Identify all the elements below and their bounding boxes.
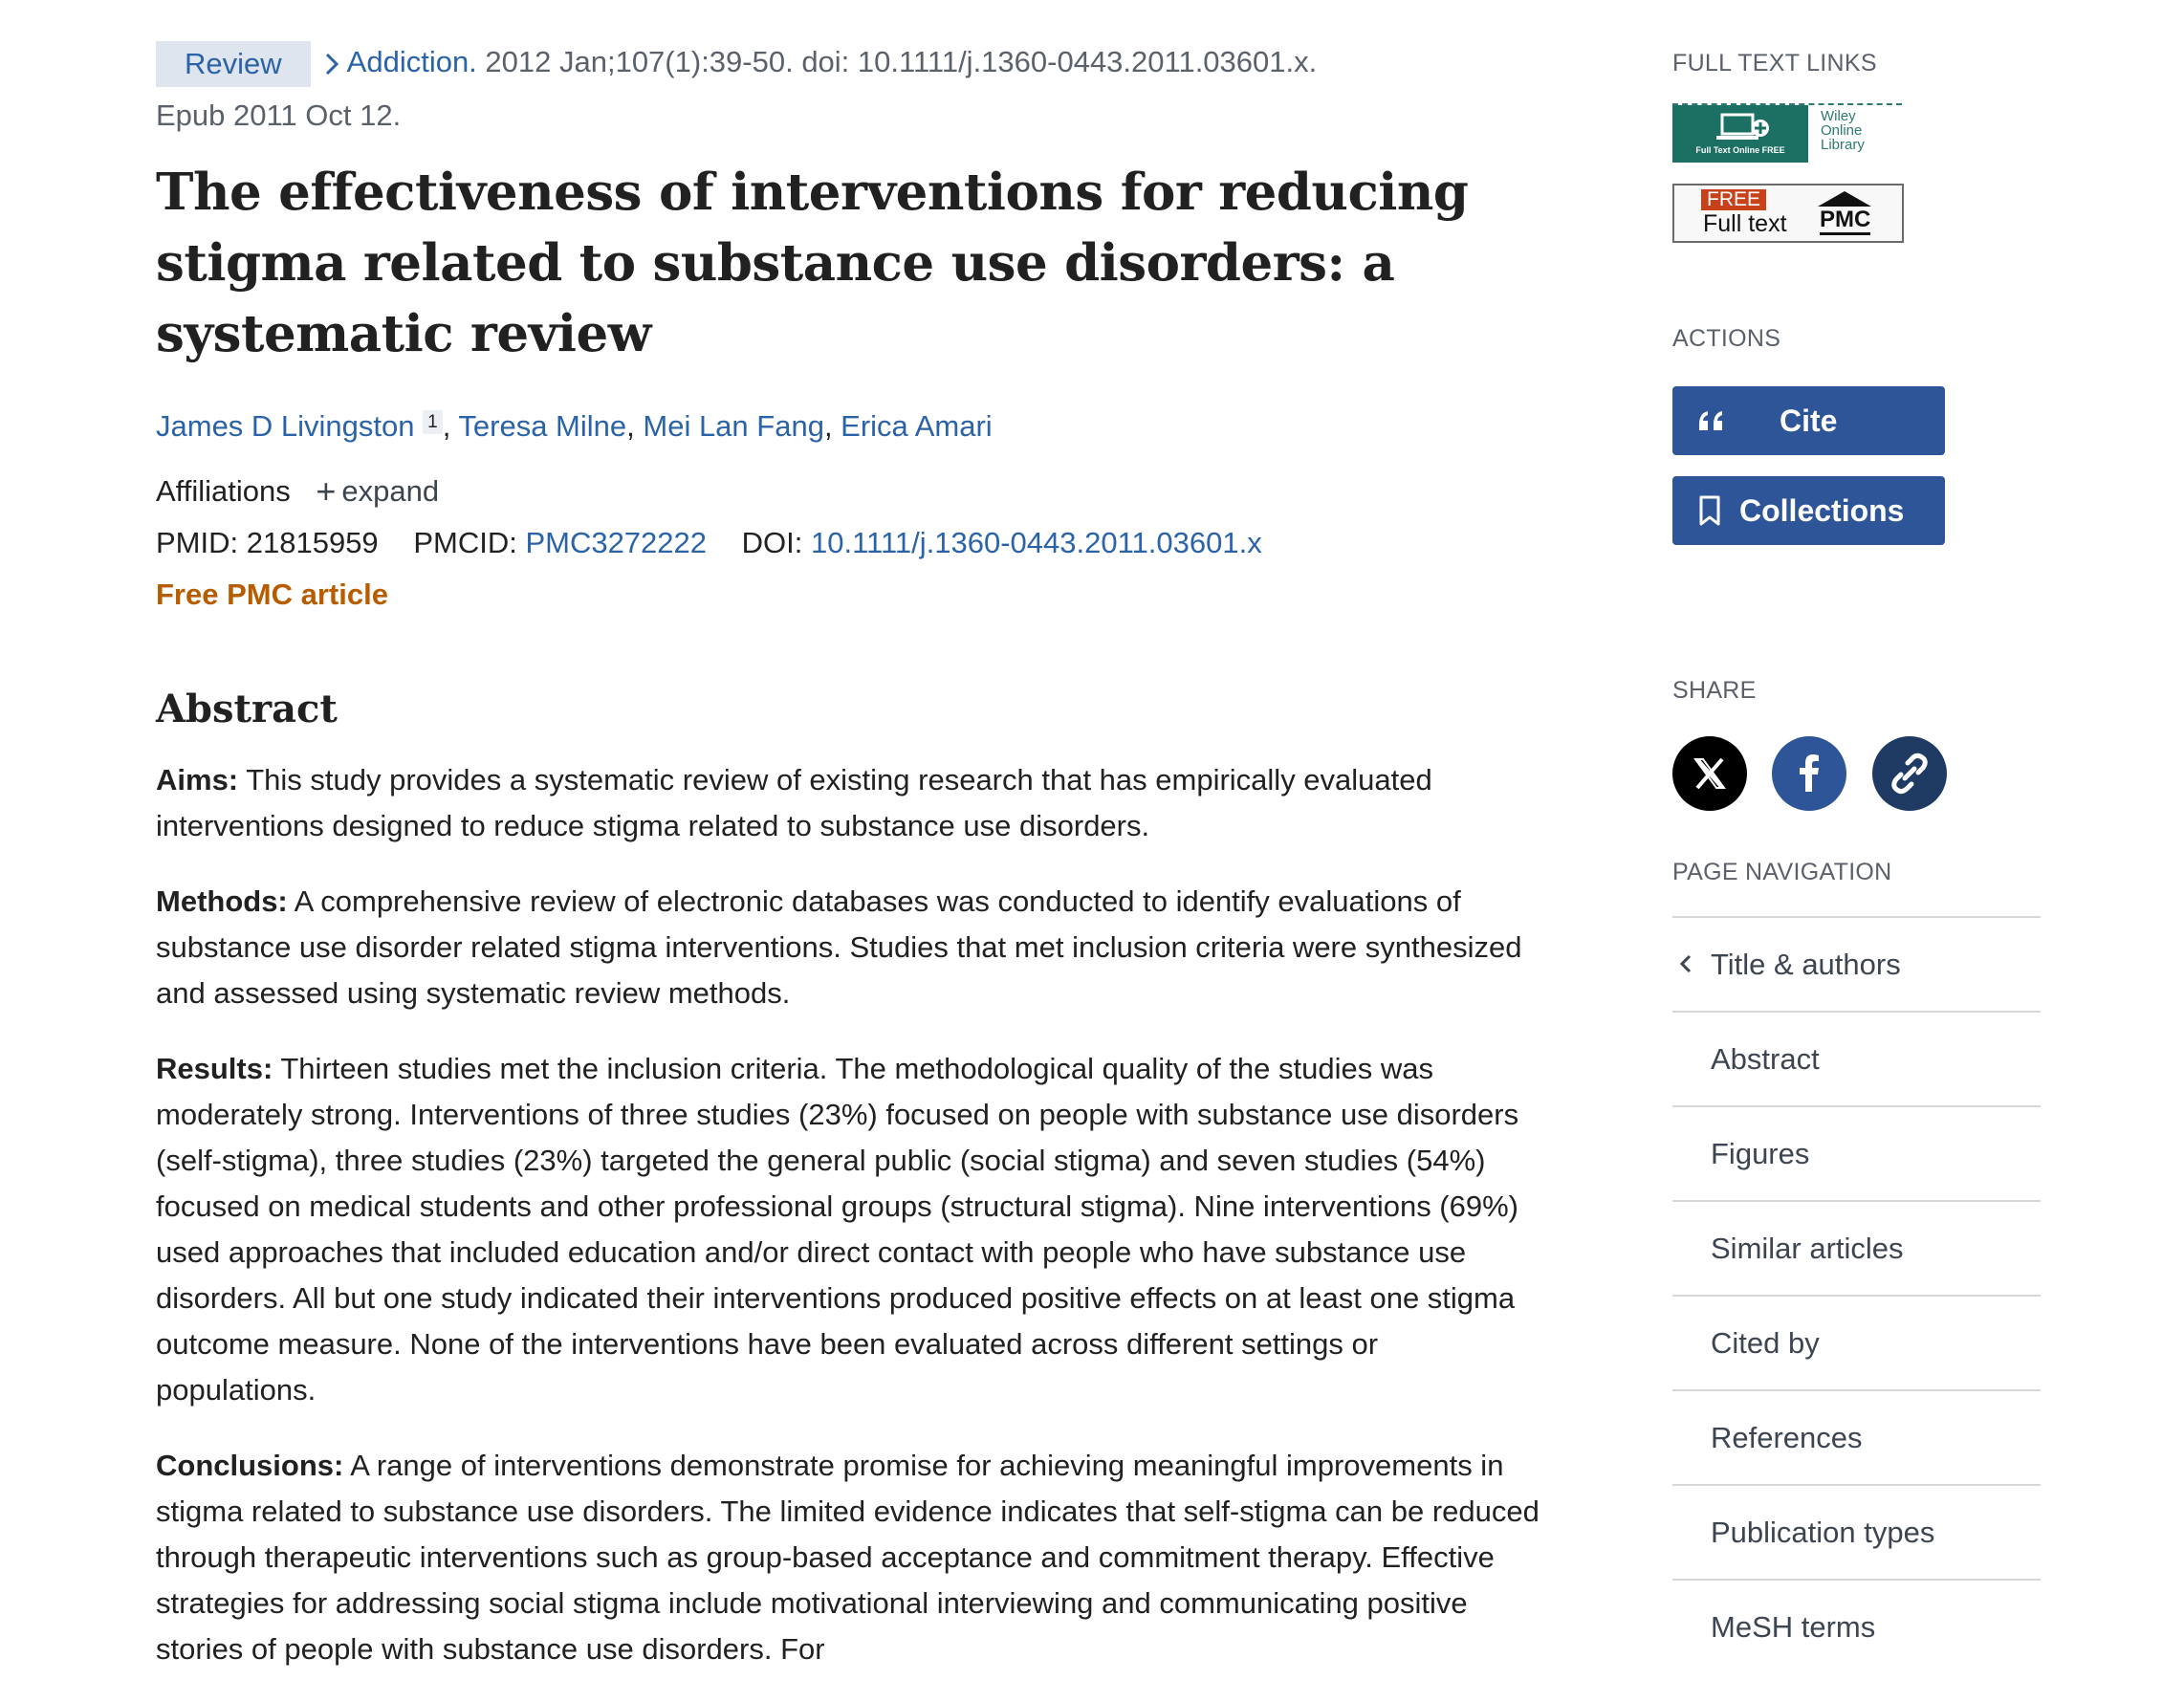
pmcid-label: PMCID: <box>413 526 517 559</box>
article-title: The effectiveness of interventions for reducing stigma related to substance use disorders: a systematic review <box>156 163 1469 363</box>
doi-link[interactable]: 10.1111/j.1360-0443.2011.03601.x <box>811 526 1262 559</box>
free-pmc-article-label: Free PMC article <box>156 578 388 611</box>
conclusions-text: A range of interventions demonstrate promise for achieving meaningful improvements in stigma related to substance use disorders. The limited evidence indicates that self-stigma can be reduced through therapeutic interventions such as group-based acceptance and commitment therapy. Effective strategies for addressing social stigma include motivational interviewing and communicating positive stories of people with substance use disorders. For <box>156 1449 1540 1666</box>
expand-affiliations-button[interactable] <box>316 471 440 511</box>
cite-label: Cite <box>1780 404 1838 438</box>
chevron-left-icon <box>1676 918 1695 1011</box>
abstract-methods <box>156 879 1542 1016</box>
library-text: Library <box>1821 137 1865 153</box>
identifiers-row <box>156 522 1542 564</box>
author-list: James D Livingston $^1$ , Teresa Milne, Mei Lan Fang, Erica Amari <box>156 409 993 443</box>
x-icon[interactable] <box>1672 736 1747 811</box>
online-text: Online <box>1821 122 1863 139</box>
pmcid-link[interactable]: PMC3272222 <box>525 526 708 559</box>
pmid-value: 21815959 <box>246 526 379 559</box>
page-navigation-heading: PAGE NAVIGATION <box>1672 859 1892 885</box>
laptop-icon <box>1707 109 1774 147</box>
pmc-roof-icon <box>1816 189 1873 208</box>
collections-label: Collections <box>1739 493 1905 528</box>
wiley-text: Wiley <box>1821 108 1856 124</box>
share-buttons <box>1672 736 2041 813</box>
nav-label: MeSH terms <box>1711 1610 1876 1644</box>
nav-label: Publication types <box>1711 1516 1935 1549</box>
doi-label: DOI: <box>741 526 803 559</box>
journal-link[interactable]: Addiction. <box>346 45 477 78</box>
nav-publication-types[interactable] <box>1672 1486 2041 1581</box>
nav-label: References <box>1711 1421 1863 1454</box>
abstract-aims <box>156 757 1542 849</box>
methods-label: Methods: <box>156 884 288 918</box>
citation-details: 2012 Jan;107(1):39-50. doi: 10.1111/j.1360-0443.2011.03601.x. <box>476 45 1318 78</box>
cite-button[interactable] <box>1672 386 1945 455</box>
aims-label: Aims: <box>156 763 239 796</box>
share-heading: SHARE <box>1672 677 1757 704</box>
sidebar <box>1672 34 2041 1673</box>
nav-cited-by[interactable] <box>1672 1297 2041 1391</box>
aims-text: This study provides a systematic review of existing research that has empirically evaluated interventions designed to reduce stigma related to substance use disorders. <box>156 763 1432 842</box>
nav-figures[interactable] <box>1672 1107 2041 1202</box>
bookmark-icon <box>1695 476 1724 545</box>
nav-similar-articles[interactable] <box>1672 1202 2041 1297</box>
pmc-full-text-link[interactable] <box>1672 184 1904 243</box>
chevron-right-icon <box>324 52 339 76</box>
results-label: Results: <box>156 1052 273 1085</box>
nav-title-authors[interactable] <box>1672 918 2041 1013</box>
collections-button[interactable] <box>1672 476 1945 545</box>
epub-date: Epub 2011 Oct 12. <box>156 98 402 132</box>
pmc-logo <box>1816 189 1873 237</box>
quote-icon <box>1695 386 1728 455</box>
full-text-links-heading: FULL TEXT LINKS <box>1672 50 1877 76</box>
citation-line <box>156 34 1542 90</box>
wiley-badge-left <box>1672 105 1808 163</box>
abstract-conclusions <box>156 1443 1542 1672</box>
facebook-icon[interactable] <box>1772 736 1846 811</box>
nav-label: Abstract <box>1711 1042 1820 1076</box>
review-badge: Review <box>156 41 311 87</box>
nav-label: Cited by <box>1711 1326 1820 1360</box>
expand-label: expand <box>341 474 440 508</box>
link-icon[interactable] <box>1872 736 1947 811</box>
pmc-logo-text: PMC <box>1820 207 1870 235</box>
abstract-heading: Abstract <box>156 687 338 731</box>
nav-label: Similar articles <box>1711 1232 1904 1265</box>
pmid-label: PMID: <box>156 526 239 559</box>
pmc-free-tag: FREE <box>1701 189 1766 210</box>
wiley-full-text-link[interactable] <box>1672 103 1902 164</box>
plus-icon: + <box>316 471 337 511</box>
author-link[interactable]: Teresa Milne <box>458 409 627 443</box>
conclusions-label: Conclusions: <box>156 1449 344 1482</box>
affiliations-label: Affiliations <box>156 474 291 508</box>
wiley-badge-right <box>1821 109 1865 152</box>
results-text: Thirteen studies met the inclusion criteria. The methodological quality of the studies was moderately strong. Interventions of three studies (23%) focused on people with substance use disorders (self-stigma), three studies (23%) targeted the general public (social stigma) and seven studies (54%) focused on medical students and other professional groups (structural stigma). Nine interventions (69%) used approaches that included education and/or direct contact with people who have substance use disorders. All but one study indicated their interventions produced positive effects on at least one stigma outcome measure. None of the interventions have been evaluated across different settings or populations. <box>156 1052 1519 1407</box>
wiley-badge-caption: Full Text Online FREE <box>1695 145 1785 155</box>
methods-text: A comprehensive review of electronic databases was conducted to identify evaluations of substance use disorder related stigma interventions. Studies that met inclusion criteria were synthesized and assessed using systematic review methods. <box>156 884 1522 1010</box>
author-link[interactable]: Erica Amari <box>841 409 993 443</box>
nav-mesh-terms[interactable] <box>1672 1581 2041 1673</box>
affiliations-row <box>156 470 1542 513</box>
actions-heading: ACTIONS <box>1672 325 1781 352</box>
nav-label: Figures <box>1711 1137 1810 1170</box>
author-link[interactable]: Mei Lan Fang <box>643 409 824 443</box>
abstract-results <box>156 1046 1542 1413</box>
nav-references[interactable] <box>1672 1391 2041 1486</box>
pmc-full-text-label: Full text <box>1703 210 1787 237</box>
affiliation-marker[interactable]: 1 <box>423 410 443 434</box>
page-navigation-list <box>1672 916 2041 1673</box>
nav-label: Title & authors <box>1711 948 1901 981</box>
nav-abstract[interactable] <box>1672 1013 2041 1107</box>
author-link[interactable]: James D Livingston <box>156 409 415 443</box>
article-main <box>156 34 1542 1702</box>
